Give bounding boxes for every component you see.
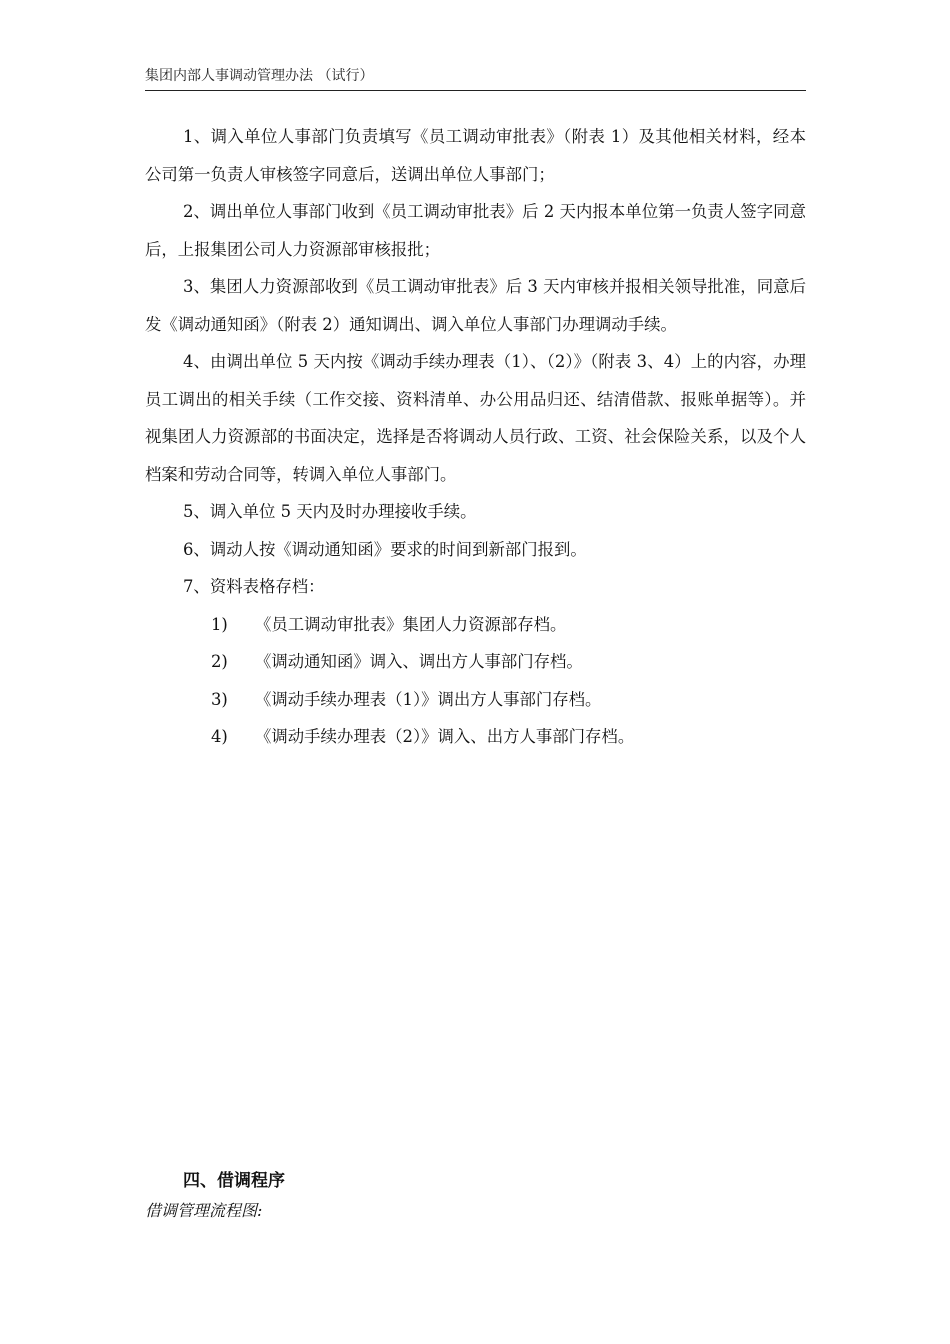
section-heading: 四、借调程序: [183, 1171, 285, 1191]
flowchart-caption: 借调管理流程图:: [145, 1201, 263, 1220]
archive-item: [145, 606, 806, 644]
paragraph-step-2: 2、调出单位人事部门收到《员工调动审批表》后 2 天内报本单位第一负责人签字同意后，上报集团公司人力资源部审核报批；: [145, 202, 806, 259]
archive-item-number: 1): [211, 614, 228, 634]
paragraph-step-3: 3、集团人力资源部收到《员工调动审批表》后 3 天内审核并报相关领导批准，同意后发《调动通知函》（附表 2）通知调出、调入单位人事部门办理调动手续。: [145, 277, 806, 334]
archive-item: [145, 643, 806, 681]
header-title: 集团内部人事调动管理办法 （试行）: [145, 68, 374, 84]
archive-item: [145, 681, 806, 719]
paragraph-step-5: 5、调入单位 5 天内及时办理接收手续。: [183, 502, 477, 521]
paragraph-step-7: 7、资料表格存档：: [183, 577, 325, 596]
archive-item-text: 《员工调动审批表》集团人力资源部存档。: [255, 614, 567, 634]
archive-item-text: 《调动手续办理表（1）》调出方人事部门存档。: [255, 689, 602, 709]
paragraph-step-6: 6、调动人按《调动通知函》要求的时间到新部门报到。: [183, 539, 587, 559]
archive-item: [145, 718, 806, 756]
procedure-body: [145, 118, 806, 756]
archive-item-text: 《调动通知函》调入、调出方人事部门存档。: [255, 652, 583, 671]
archive-item-text: 《调动手续办理表（2）》调入、出方人事部门存档。: [255, 727, 635, 746]
archive-list: [145, 606, 806, 756]
archive-item-number: 3): [211, 689, 228, 709]
paragraph-step-4: 4、由调出单位 5 天内按《调动手续办理表（1）、（2）》（附表 3、4）上的内容，办理员工调出的相关手续（工作交接、资料清单、办公用品归还、结清借款、报账单据等）。并视集团人力资源部的书面决定，选择是否将调动人员行政、工资、社会保险关系，以及个人档案和劳动合同等，转调入单位人事部门。: [145, 352, 806, 484]
page-header: [145, 66, 806, 91]
paragraph-step-1: 1、调入单位人事部门负责填写《员工调动审批表》（附表 1）及其他相关材料，经本公司第一负责人审核签字同意后，送调出单位人事部门；: [145, 127, 806, 184]
archive-item-number: 2): [211, 652, 228, 671]
archive-item-number: 4): [211, 727, 228, 746]
